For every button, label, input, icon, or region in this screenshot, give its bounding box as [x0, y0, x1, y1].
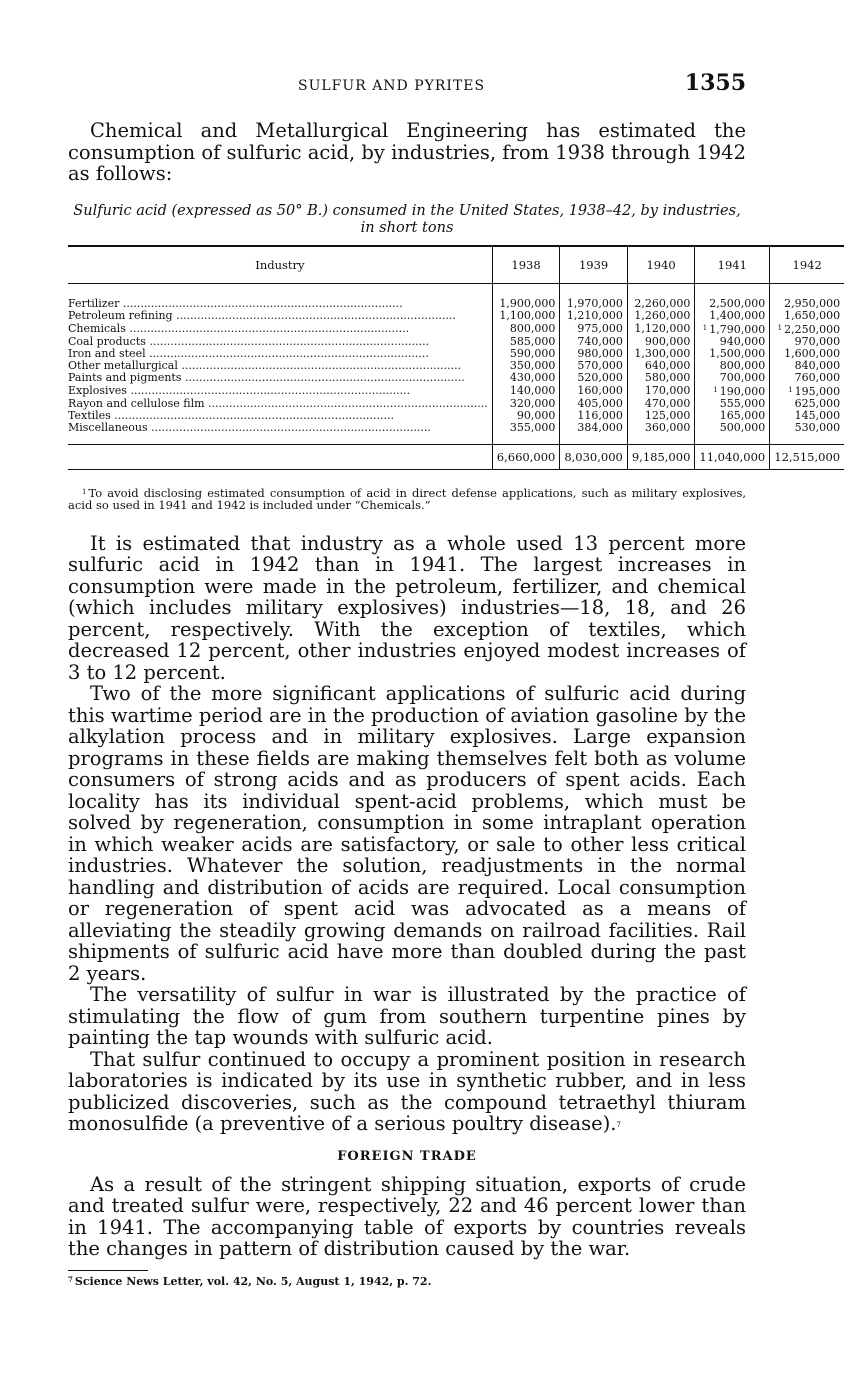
table-row: [68, 398, 844, 410]
row-label: Chemicals ................................................................................: [68, 321, 410, 335]
cell-1939: 740,000: [560, 336, 628, 348]
footnote-marker: 1: [788, 385, 793, 394]
cell-1941: 555,000: [695, 398, 770, 410]
table-row: [68, 310, 844, 322]
page-header: [68, 70, 746, 104]
cell-1939: 384,000: [560, 422, 628, 445]
cell-1938: 430,000: [492, 372, 560, 384]
cell-1938: 585,000: [492, 336, 560, 348]
row-label: Fertilizer ................................................................................: [68, 296, 403, 310]
table-header-row: [68, 246, 844, 284]
running-head: SULFUR AND PYRITES: [298, 78, 486, 94]
cell-1939: 1,210,000: [560, 310, 628, 322]
cell-1941: 165,000: [695, 410, 770, 422]
total-1938: 6,660,000: [492, 444, 560, 469]
cell-1940: 640,000: [627, 360, 695, 372]
table-footnote-text: To avoid disclosing estimated consumption of acid in direct defense applications, such as military explosives, acid so used in 1941 and 1942 is included under “Chemicals.”: [68, 485, 746, 512]
sulfuric-acid-table: [68, 245, 844, 470]
row-label: Paints and pigments ................................................................................: [68, 371, 465, 384]
table-row: [68, 372, 844, 384]
section-heading-foreign-trade: FOREIGN TRADE: [337, 1148, 477, 1164]
cell-1938: 1,900,000: [492, 283, 560, 310]
row-label: Miscellaneous ................................................................................: [68, 421, 431, 434]
cell-1941: [695, 384, 770, 398]
column-header-industry: Industry: [68, 246, 492, 284]
cell-1940: 580,000: [627, 372, 695, 384]
cell-1939: 975,000: [560, 322, 628, 336]
cell-1942: 145,000: [770, 410, 844, 422]
cell-1942: [770, 384, 844, 398]
cell-1938: 90,000: [492, 410, 560, 422]
table-row: [68, 384, 844, 398]
cell-value: 2,250,000: [784, 322, 841, 336]
table-row: [68, 410, 844, 422]
row-label: Textiles ................................................................................: [68, 409, 395, 422]
cell-1939: 520,000: [560, 372, 628, 384]
cell-1942: 1,650,000: [770, 310, 844, 322]
table-row: [68, 360, 844, 372]
cell-1941: 500,000: [695, 422, 770, 445]
total-1939: 8,030,000: [560, 444, 628, 469]
page-footnote-marker: 7: [68, 1274, 73, 1284]
table-footnote: [68, 486, 746, 511]
cell-1938: 320,000: [492, 398, 560, 410]
paragraph-research: [68, 1049, 746, 1137]
footnote-divider: [68, 1270, 148, 1271]
table-row: [68, 336, 844, 348]
cell-value: 190,000: [719, 384, 766, 398]
column-header-1941: 1941: [695, 246, 770, 284]
footnote-marker: 1: [713, 385, 718, 394]
cell-1939: 570,000: [560, 360, 628, 372]
column-header-1942: 1942: [770, 246, 844, 284]
cell-1942: [770, 322, 844, 336]
cell-1942: 2,950,000: [770, 283, 844, 310]
cell-1941: 2,500,000: [695, 283, 770, 310]
footnote-reference: 7: [616, 1121, 621, 1129]
research-text: That sulfur continued to occupy a prominent position in research laboratories is indicated by its use in synthetic rubber, and in less publicized discoveries, such as the compound tetraethyl thiuram monosulfide (a preventive of a serious poultry disease).: [68, 1047, 746, 1135]
cell-1942: 840,000: [770, 360, 844, 372]
cell-1938: 590,000: [492, 348, 560, 360]
footnote-marker: 1: [777, 323, 783, 332]
table-row: [68, 348, 844, 360]
paragraph-versatility: The versatility of sulfur in war is illustrated by the practice of stimulating the flow of gum from southern turpentine pines by painting the tap wounds with sulfuric acid.: [68, 983, 746, 1049]
cell-1938: 1,100,000: [492, 310, 560, 322]
cell-value: 195,000: [794, 384, 841, 398]
row-label: Rayon and cellulose film ................................................................................: [68, 397, 488, 410]
cell-1942: 1,600,000: [770, 348, 844, 360]
cell-1940: 900,000: [627, 336, 695, 348]
cell-1940: 1,300,000: [627, 348, 695, 360]
column-header-1940: 1940: [627, 246, 695, 284]
cell-1941: 1,500,000: [695, 348, 770, 360]
row-label: Explosives ................................................................................: [68, 383, 411, 397]
footnote-marker: 1: [702, 323, 708, 332]
document-page: [68, 70, 841, 1288]
cell-1938: 350,000: [492, 360, 560, 372]
row-label: Coal products ................................................................................: [68, 335, 430, 348]
cell-1941: 700,000: [695, 372, 770, 384]
row-label: Other metallurgical ................................................................................: [68, 359, 462, 372]
cell-1939: 405,000: [560, 398, 628, 410]
cell-1942: 625,000: [770, 398, 844, 410]
cell-1941: 800,000: [695, 360, 770, 372]
cell-1941: [695, 322, 770, 336]
cell-1940: 125,000: [627, 410, 695, 422]
totals-row: [68, 444, 844, 469]
cell-1941: 1,400,000: [695, 310, 770, 322]
column-header-1939: 1939: [560, 246, 628, 284]
cell-1940: 360,000: [627, 422, 695, 445]
cell-1940: 2,260,000: [627, 283, 695, 310]
cell-1938: 355,000: [492, 422, 560, 445]
total-1941: 11,040,000: [695, 444, 770, 469]
column-header-1938: 1938: [492, 246, 560, 284]
cell-1938: 140,000: [492, 384, 560, 398]
total-1942: 12,515,000: [770, 444, 844, 469]
cell-1938: 800,000: [492, 322, 560, 336]
totals-label: [68, 444, 492, 469]
row-label: Iron and steel ................................................................................: [68, 347, 429, 360]
paragraph-foreign-trade: As a result of the stringent shipping situation, exports of crude and treated sulfur were, respectively, 22 and 46 percent lower than in 1941. The accompanying table of exports by countries reveals the changes in pattern of distribution caused by the war.: [68, 1172, 746, 1260]
cell-value: 1,790,000: [709, 322, 766, 336]
cell-1940: 470,000: [627, 398, 695, 410]
cell-1941: 940,000: [695, 336, 770, 348]
table-caption: Sulfuric acid (expressed as 50° B.) consumed in the United States, 1938–42, by industries, in short tons: [73, 202, 741, 236]
total-1940: 9,185,000: [627, 444, 695, 469]
cell-1942: 970,000: [770, 336, 844, 348]
table-row: [68, 422, 844, 445]
table-row: [68, 322, 844, 336]
cell-1942: 530,000: [770, 422, 844, 445]
page-footnote: [68, 1275, 746, 1288]
cell-1942: 760,000: [770, 372, 844, 384]
cell-1940: 1,120,000: [627, 322, 695, 336]
page-footnote-text: Science News Letter, vol. 42, No. 5, August 1, 1942, p. 72.: [74, 1274, 432, 1288]
table-footnote-marker: 1: [82, 487, 87, 496]
row-label: Petroleum refining ................................................................................: [68, 309, 456, 322]
cell-1940: 1,260,000: [627, 310, 695, 322]
page-number: 1355: [684, 70, 746, 96]
cell-1939: 160,000: [560, 384, 628, 398]
cell-1939: 116,000: [560, 410, 628, 422]
cell-1939: 980,000: [560, 348, 628, 360]
intro-paragraph: Chemical and Metallurgical Engineering has estimated the consumption of sulfuric acid, by industries, from 1938 through 1942 as follows:: [68, 119, 746, 185]
cell-1940: 170,000: [627, 384, 695, 398]
paragraph-industry-usage: It is estimated that industry as a whole used 13 percent more sulfuric acid in 1942 than in 1941. The largest increases in consumption were made in the petroleum, fertilizer, and chemical (which includes military explosives) industries—18, 18, and 26 percent, respectively. With the exception of textiles, which decreased 12 percent, other industries enjoyed modest increases of 3 to 12 percent.: [68, 531, 746, 684]
table-row: [68, 283, 844, 310]
paragraph-applications: Two of the more significant applications of sulfuric acid during this wartime period are in the production of aviation gasoline by the alkylation process and in military explosives. Large expansion programs in these fields are making themselves felt both as volume consumers of strong acids and as producers of spent acids. Each locality has its individual spent-acid problems, which must be solved by regeneration, consumption in some intraplant operation in which weaker acids are satisfactory, or sale to other less critical industries. Whatever the solution, readjustments in the normal handling and distribution of acids are required. Local consumption or regeneration of spent acid was advocated as a means of alleviating the steadily growing demands on railroad facilities. Rail shipments of sulfuric acid have more than doubled during the past 2 years.: [68, 682, 746, 985]
cell-1939: 1,970,000: [560, 283, 628, 310]
